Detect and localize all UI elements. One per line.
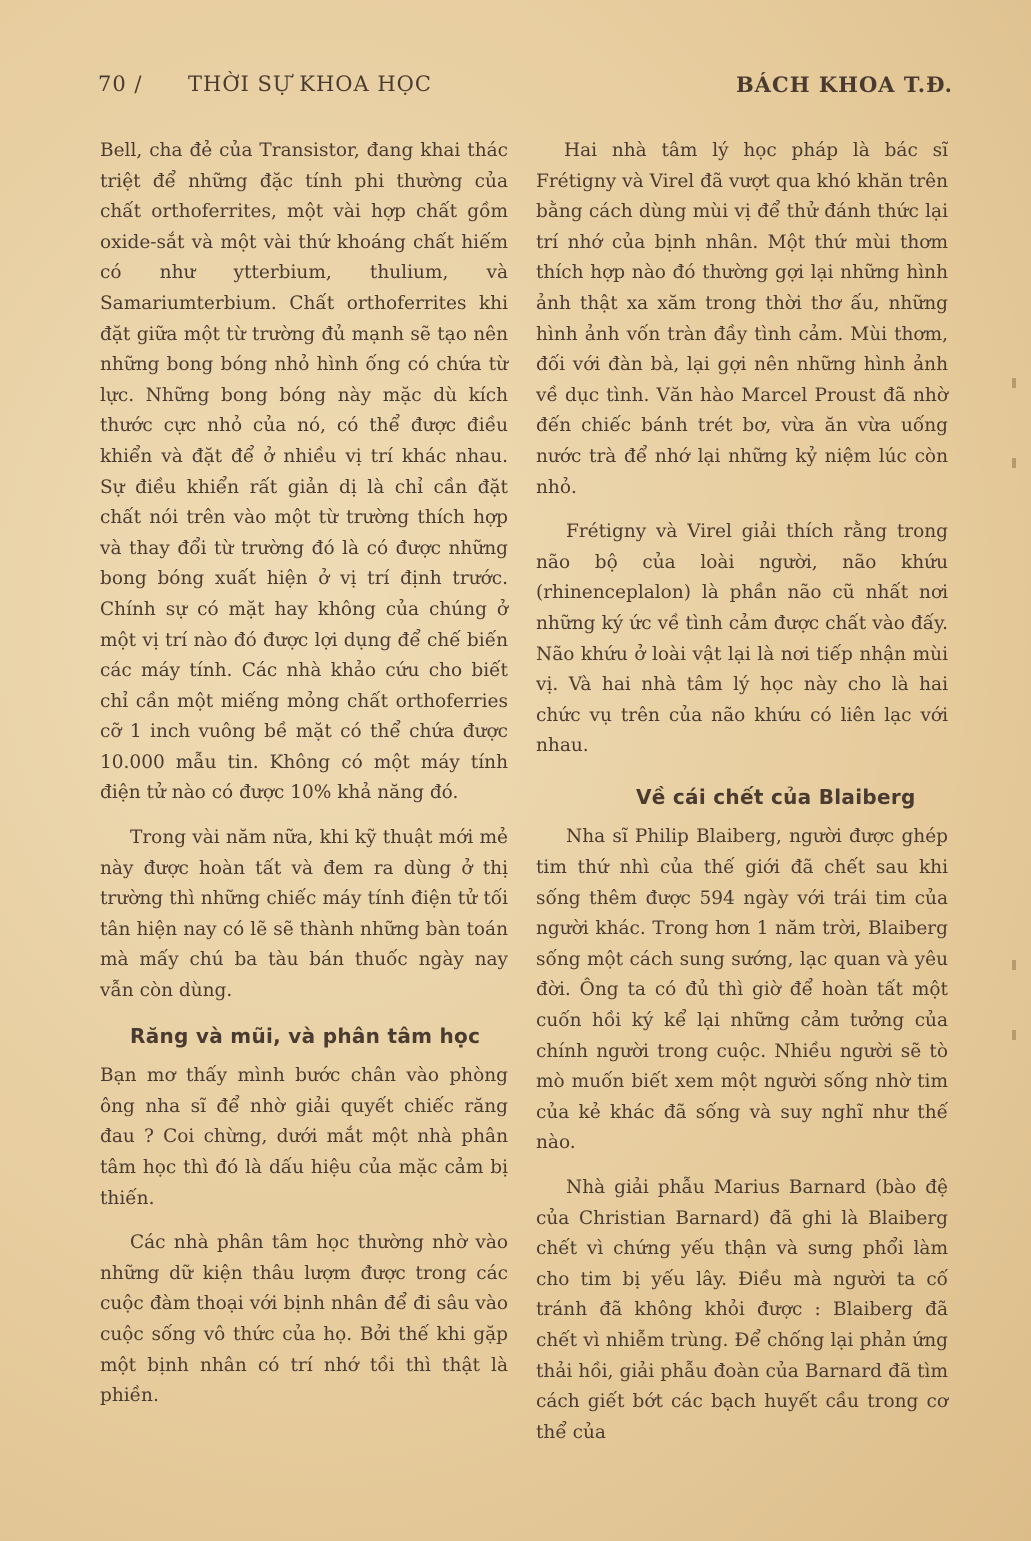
margin-mark [1012,458,1016,468]
paragraph: Các nhà phân tâm học thường nhờ vào những dữ kiện thâu lượm được trong các cuộc đàm thoại với bịnh nhân để đi sâu vào cuộc sống vô thức của họ. Bởi thế khi gặp một bịnh nhân có trí nhớ tồi thì thật là phiền. [100,1232,508,1407]
margin-mark [1012,378,1016,388]
paragraph: Bell, cha đẻ của Transistor, đang khai thác triệt để những đặc tính phi thường của chất orthoferrites, một vài hợp chất gồm oxide-sắt và một vài thứ khoáng chất hiếm có như ytterbium, thulium, và Samariumterbium. Chất orthoferrites khi đặt giữa một từ trường đủ mạnh sẽ tạo nên những bong bóng nhỏ hình ống có chứa từ lực. Những bong bóng này mặc dù kích thước cực nhỏ của nó, có thể được điều khiển và đặt để ở nhiều vị trí khác nhau. Sự điều khiển rất giản dị là chỉ cần đặt chất nói trên vào một từ trường thích hợp và thay đổi từ trường đó là có được những bong bóng xuất hiện ở vị trí định trước. Chính sự có mặt hay không của chúng ở một vị trí nào đó được lợi dụng để chế biến các máy tính. Các nhà khảo cứu cho biết chỉ cần một miếng mỏng chất orthoferries cỡ 1 inch vuông bề mặt có thể chứa được 10.000 mẫu tin. Không có một máy tính điện tử nào có được 10% khả năng đó. [100,140,508,804]
page-number: 70 / [98,72,143,96]
section-title: THỜI SỰ KHOA HỌC [188,72,432,96]
right-column [536,136,948,1448]
paragraph: Nhà giải phẫu Marius Barnard (bào đệ của Christian Barnard) đã ghi là Blaiberg chết vì chứng yếu thận và sưng phổi làm cho tim bị yếu lây. Điều mà người ta cố tránh đã không khỏi được : Blaiberg đã chết vì nhiễm trùng. Để chống lại phản ứng thải hồi, giải phẫu đoàn của Barnard đã tìm cách giết bớt các bạch huyết cầu trong cơ thể của [536,1177,948,1443]
left-column [100,136,508,1412]
paragraph: Hai nhà tâm lý học pháp là bác sĩ Frétigny và Virel đã vượt qua khó khăn trên bằng cách dùng mùi vị để thử đánh thức lại trí nhớ của bịnh nhân. Một thứ mùi thơm thích hợp nào đó thường gợi lại những hình ảnh thật xa xăm trong thời thơ ấu, những hình ảnh vốn tràn đầy tình cảm. Mùi thơm, đối với đàn bà, lại gợi nên những hình ảnh về dục tình. Văn hào Marcel Proust đã nhờ đến chiếc bánh trét bơ, vừa ăn vừa uống nước trà để nhớ lại những kỷ niệm lúc còn nhỏ. [536,140,948,498]
page-header [98,72,953,108]
margin-mark [1012,960,1016,970]
publication-name: BÁCH KHOA T.Đ. [735,72,953,97]
article-heading: Về cái chết của Blaiberg [636,784,916,809]
paragraph: Nha sĩ Philip Blaiberg, người được ghép tim thứ nhì của thế giới đã chết sau khi sống thêm được 594 ngày với trái tim của người khác. Trong hơn 1 năm trời, Blaiberg sống một cách sung sướng, lạc quan và yêu đời. Ông ta có đủ thì giờ để hoàn tất một cuốn hồi ký kể lại những cảm tưởng của chính người trong cuộc. Nhiều người sẽ tò mò muốn biết xem một người sống nhờ tim của kẻ khác đã sống và suy nghĩ như thế nào. [536,826,948,1154]
paragraph: Trong vài năm nữa, khi kỹ thuật mới mẻ này được hoàn tất và đem ra dùng ở thị trường thì những chiếc máy tính điện tử tối tân hiện nay có lẽ sẽ thành những bàn toán mà mấy chú ba tàu bán thuốc ngày nay vẫn còn dùng. [100,827,508,1002]
margin-mark [1012,1030,1016,1040]
paragraph: Frétigny và Virel giải thích rằng trong não bộ của loài người, não khứu (rhinenceplalon) là phần não cũ nhất nơi những ký ức về tình cảm được chất vào đấy. Não khứu ở loài vật lại là nơi tiếp nhận mùi vị. Và hai nhà tâm lý học này cho là hai chức vụ trên của não khứu có liên lạc với nhau. [536,521,948,757]
article-heading: Răng và mũi, và phân tâm học [130,1023,481,1048]
paragraph: Bạn mơ thấy mình bước chân vào phòng ông nha sĩ để nhờ giải quyết chiếc răng đau ? Coi chừng, dưới mắt một nhà phân tâm học thì đó là dấu hiệu của mặc cảm bị thiến. [100,1065,508,1209]
